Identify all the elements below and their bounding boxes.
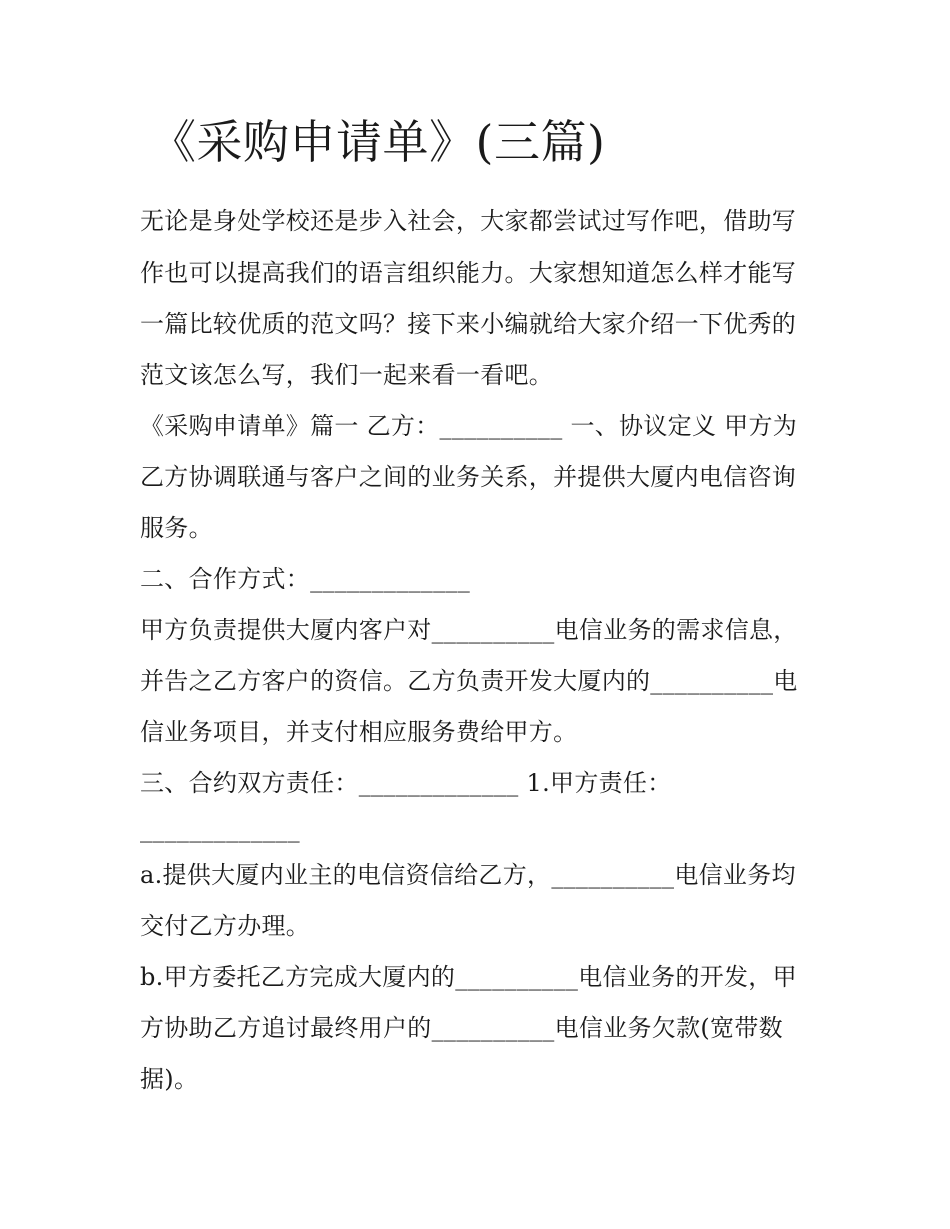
paragraph-line: 乙方协调联通与客户之间的业务关系，并提供大厦内电信咨询 (140, 463, 797, 491)
paragraph-line: 信业务项目，并支付相应服务费给甲方。 (140, 718, 578, 746)
paragraph-line: 一篇比较优质的范文吗？接下来小编就给大家介绍一下优秀的 (140, 310, 797, 338)
paragraph-line: b.甲方委托乙方完成大厦内的__________电信业务的开发，甲 (140, 963, 797, 991)
paragraph-line: 据)。 (140, 1065, 199, 1093)
paragraph-line: 交付乙方办理。 (140, 912, 311, 940)
section-heading-line: 三、合约双方责任：_____________ 1.甲方责任： (140, 769, 672, 797)
paragraph-line: a.提供大厦内业主的电信资信给乙方，__________电信业务均 (140, 861, 796, 889)
document-title: 《采购申请单》(三篇) (150, 115, 606, 169)
section-heading-line: 二、合作方式：_____________ (140, 565, 470, 593)
paragraph-line: 服务。 (140, 514, 213, 542)
blank-line: _____________ (140, 815, 300, 843)
paragraph-line: 作也可以提高我们的语言组织能力。大家想知道怎么样才能写 (140, 259, 797, 287)
paragraph-line: 方协助乙方追讨最终用户的__________电信业务欠款(宽带数 (140, 1014, 783, 1042)
paragraph-line: 范文该怎么写，我们一起来看一看吧。 (140, 361, 554, 389)
paragraph-line: 无论是身处学校还是步入社会，大家都尝试过写作吧，借助写 (140, 207, 797, 235)
paragraph-line: 《采购申请单》篇一 乙方：__________ 一、协议定义 甲方为 (140, 412, 798, 440)
paragraph-line: 并告之乙方客户的资信。乙方负责开发大厦内的__________电 (140, 667, 798, 695)
paragraph-line: 甲方负责提供大厦内客户对__________电信业务的需求信息， (140, 616, 798, 644)
